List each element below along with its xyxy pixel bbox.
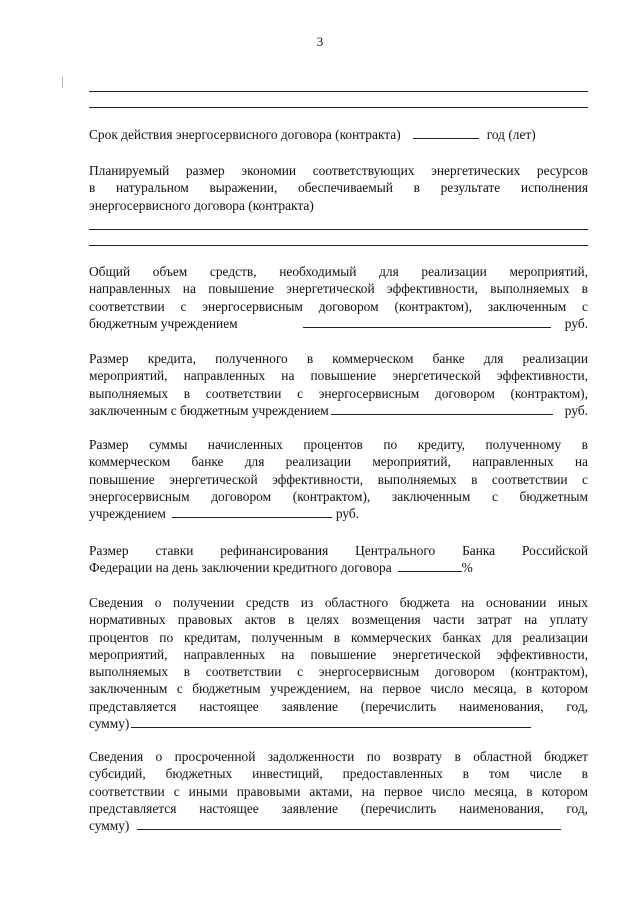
overdue-paragraph	[89, 748, 588, 834]
text-line: процентов по кредитам, полученным в коммерческих банках для реализации	[89, 629, 588, 645]
text-line: мероприятий, направленных на повышение энергетической эффективности,	[89, 646, 588, 662]
text-line: направленных на повышение энергетической эффективности, выполняемых в	[89, 281, 588, 297]
amount-blank	[172, 505, 332, 518]
text-line: нормативных правовых актов в целях возмещения части затрат на уплату	[89, 612, 588, 628]
text-line: Общий объем средств, необходимый для реализации мероприятий,	[89, 264, 588, 279]
text-line: в натуральном выражении, обеспечиваемый в результате исполнения	[89, 180, 588, 196]
text-line: выполняемых в соответствии с энергосервисным договором (контрактом),	[89, 385, 588, 401]
blank-rule	[89, 91, 588, 92]
unit-rub: руб.	[564, 402, 588, 418]
term-label: Срок действия энергосервисного договора (контракта)	[89, 127, 401, 142]
amount-blank	[331, 402, 553, 415]
credit-paragraph	[89, 350, 588, 419]
unit-percent: %	[461, 560, 473, 576]
text-line: представляется настоящее заявление (перечислить наименования, год,	[89, 800, 588, 816]
text-line: энергосервисного договора (контракта)	[89, 197, 314, 213]
text-line: сумму)	[89, 818, 130, 834]
unit-rub: руб.	[335, 506, 360, 522]
text-line: Сведения о просроченной задолженности по возврату в областной бюджет	[89, 749, 588, 764]
unit-rub: руб.	[564, 315, 588, 331]
text-line: заключенным с бюджетным учреждением	[89, 402, 329, 418]
blank-rule	[89, 245, 588, 246]
term-line	[89, 126, 588, 143]
text-line: выполняемых в соответствии с энергосервисным договором (контрактом),	[89, 664, 588, 680]
blank-rule	[89, 229, 588, 230]
rate-blank	[398, 559, 462, 572]
text-line: Планируемый размер экономии соответствующих энергетических ресурсов	[89, 163, 588, 178]
text-line: энергосервисным договором (контрактом), заключенным с бюджетным	[89, 488, 588, 504]
margin-mark	[62, 76, 63, 88]
text-line: соответствии с энергосервисным договором (контрактом), заключенным с	[89, 298, 588, 314]
text-line: представляется настоящее заявление (перечислить наименования, год,	[89, 698, 588, 714]
interest-paragraph	[89, 436, 588, 522]
regional-funds-paragraph	[89, 594, 588, 732]
text-line: Размер кредита, полученного в коммерческом банке для реализации	[89, 351, 588, 366]
text-line: заключенным с бюджетным учреждением, на первое число месяца, в котором	[89, 681, 588, 697]
amount-blank	[303, 315, 551, 328]
savings-paragraph	[89, 162, 588, 214]
page-number: 3	[316, 34, 324, 49]
text-line: мероприятий, направленных на повышение энергетической эффективности,	[89, 368, 588, 384]
text-line: бюджетным учреждением	[89, 315, 238, 331]
text-line: Сведения о получении средств из областного бюджета на основании иных	[89, 595, 588, 610]
text-line: коммерческом банке для реализации мероприятий, направленных на	[89, 454, 588, 470]
details-blank	[131, 715, 531, 728]
total-funds-paragraph	[89, 263, 588, 332]
text-line: повышение энергетической эффективности, выполняемых в соответствии с	[89, 471, 588, 487]
text-line: соответствии с иными правовыми актами, на первое число месяца, в котором	[89, 783, 588, 799]
text-line: сумму)	[89, 716, 130, 732]
text-line: Размер суммы начисленных процентов по кредиту, полученному в	[89, 437, 588, 452]
term-blank	[413, 126, 479, 139]
text-line: Федерации на день заключении кредитного договора	[89, 560, 392, 576]
details-blank	[137, 817, 561, 830]
rate-paragraph	[89, 542, 588, 577]
text-line: субсидий, бюджетных инвестиций, предоставленных в том числе в	[89, 766, 588, 782]
blank-rule	[89, 107, 588, 108]
term-suffix: год (лет)	[486, 127, 536, 142]
text-line: учреждением	[89, 506, 166, 522]
text-line: Размер ставки рефинансирования Центрального Банка Российской	[89, 543, 588, 558]
